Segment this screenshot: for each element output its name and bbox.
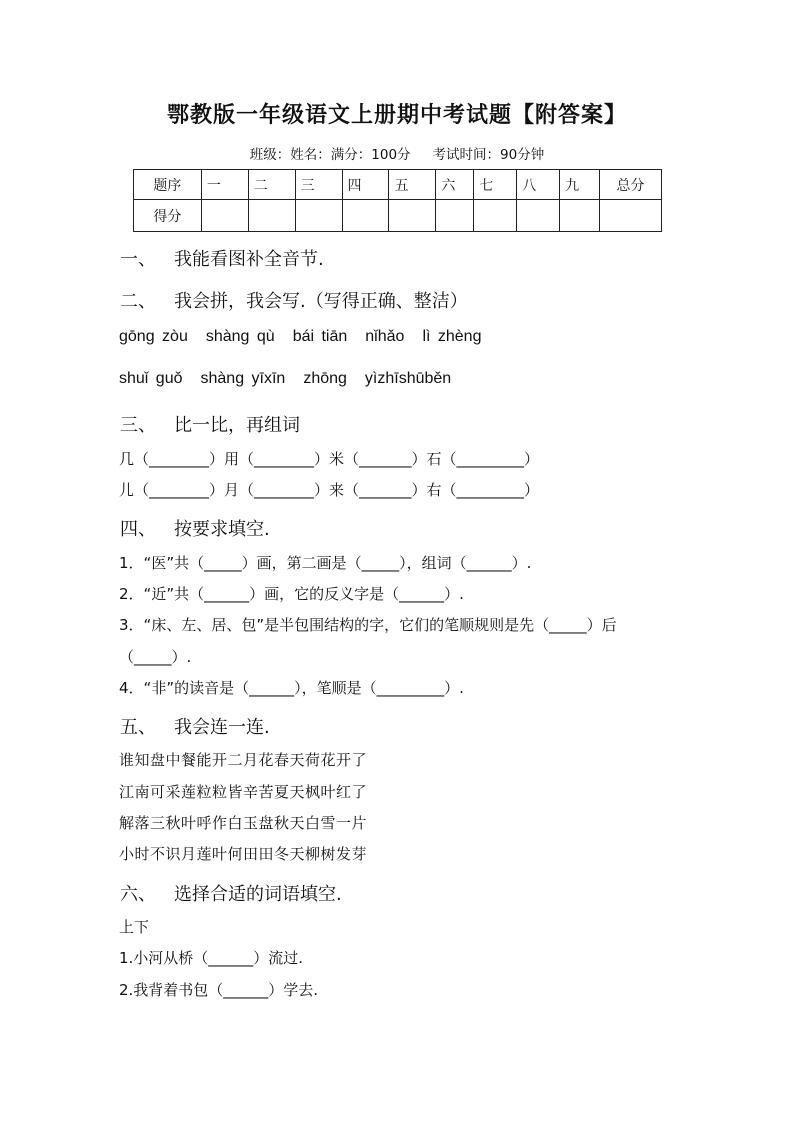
section-number: 四、 <box>120 519 156 540</box>
fill-question[interactable]: 4．“非”的读音是（______），笔顺是（_________）. <box>119 679 464 697</box>
table-header-cell: 一 <box>201 170 248 200</box>
pinyin-word: shàng yīxīn <box>200 370 286 387</box>
class-name-score: 班级：姓名：满分：100分 <box>249 147 411 163</box>
pinyin-word: gōng zòu <box>119 328 188 345</box>
match-line[interactable]: 解落三秋叶呼作白玉盘秋天白雪一片 <box>119 814 368 832</box>
section-title: 我会连一连. <box>174 717 270 738</box>
compare-row[interactable]: 几（________）用（________）米（_______）石（_________） <box>119 450 540 468</box>
fill-question[interactable]: 3．“床、左、居、包”是半包围结构的字，它们的笔顺规则是先（_____）后 <box>119 616 617 634</box>
score-table-score-row <box>134 200 662 232</box>
match-line[interactable]: 江南可采莲粒粒皆辛苦夏天枫叶红了 <box>119 783 368 801</box>
score-cell[interactable] <box>248 200 295 232</box>
table-header-cell: 八 <box>517 170 560 200</box>
fill-question[interactable]: 2．“近”共（______）画，它的反义字是（______）. <box>119 585 464 603</box>
score-row-label: 得分 <box>134 200 202 232</box>
compare-row[interactable]: 儿（________）月（________）来（_______）右（_________） <box>119 481 540 499</box>
section-title: 按要求填空. <box>174 519 270 540</box>
table-header-cell: 九 <box>560 170 600 200</box>
section-heading <box>120 287 468 313</box>
match-line[interactable]: 谁知盘中餐能开二月花春天荷花开了 <box>119 751 368 769</box>
fill-question[interactable]: 1．“医”共（_____）画，第二画是（_____），组词（______）. <box>119 554 532 572</box>
table-header-cell: 六 <box>436 170 474 200</box>
match-line[interactable]: 小时不识月莲叶何田田冬天柳树发芽 <box>119 845 368 863</box>
pinyin-word: shàng qù <box>205 328 275 345</box>
section-number: 一、 <box>120 249 156 270</box>
pinyin-word: shuǐ guǒ <box>119 370 183 387</box>
exam-info <box>0 143 794 163</box>
table-header-cell: 二 <box>248 170 295 200</box>
choose-question[interactable]: 2.我背着书包（______）学去. <box>119 981 319 999</box>
pinyin-word: nǐhǎo <box>365 328 405 345</box>
section-title: 我能看图补全音节. <box>174 249 324 270</box>
section-title: 比一比，再组词 <box>174 415 300 436</box>
exam-time: 考试时间：90分钟 <box>432 147 545 163</box>
table-header-cell: 七 <box>474 170 517 200</box>
score-cell[interactable] <box>474 200 517 232</box>
score-table-header-row <box>134 170 662 200</box>
pinyin-word: bái tiān <box>292 328 348 345</box>
pinyin-line <box>119 370 451 388</box>
score-cell[interactable] <box>342 200 389 232</box>
score-table <box>133 169 662 232</box>
word-choices: 上下 <box>119 918 150 936</box>
table-header-cell: 五 <box>389 170 436 200</box>
section-number: 二、 <box>120 291 156 312</box>
score-cell[interactable] <box>436 200 474 232</box>
section-number: 六、 <box>120 884 156 905</box>
section-title: 选择合适的词语填空. <box>174 884 342 905</box>
section-number: 五、 <box>120 717 156 738</box>
section-title: 我会拼，我会写.（写得正确、整洁） <box>174 291 468 312</box>
page-title: 鄂教版一年级语文上册期中考试题【附答案】 <box>166 102 627 128</box>
fill-question-continued[interactable]: （_____）. <box>119 648 192 666</box>
table-header-cell: 题序 <box>134 170 202 200</box>
section-heading <box>120 245 324 271</box>
score-cell[interactable] <box>560 200 600 232</box>
table-header-cell: 三 <box>295 170 342 200</box>
choose-question[interactable]: 1.小河从桥（______）流过. <box>119 949 304 967</box>
table-header-cell: 四 <box>342 170 389 200</box>
pinyin-word: zhōng <box>303 370 347 387</box>
pinyin-word: yìzhīshūběn <box>364 370 452 387</box>
section-heading <box>120 880 342 906</box>
section-heading <box>120 411 300 437</box>
score-cell[interactable] <box>295 200 342 232</box>
section-heading <box>120 713 270 739</box>
pinyin-line <box>119 328 481 346</box>
section-number: 三、 <box>120 415 156 436</box>
table-header-cell: 总分 <box>600 170 662 200</box>
score-cell[interactable] <box>600 200 662 232</box>
pinyin-word: lì zhèng <box>422 328 482 345</box>
score-cell[interactable] <box>201 200 248 232</box>
score-cell[interactable] <box>517 200 560 232</box>
score-cell[interactable] <box>389 200 436 232</box>
section-heading <box>120 515 270 541</box>
